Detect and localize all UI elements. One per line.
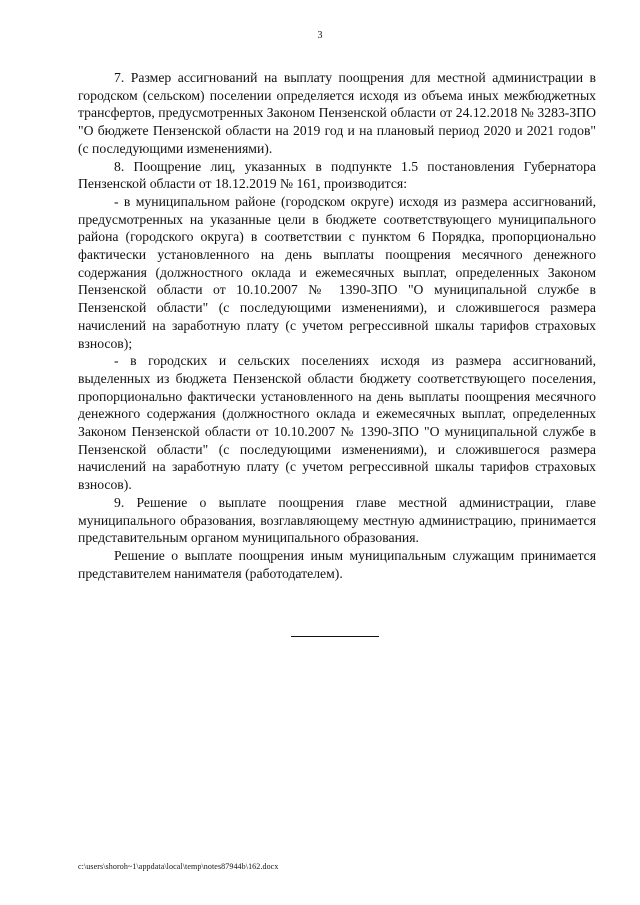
- paragraph-8: 8. Поощрение лиц, указанных в подпункте 1.5 постановления Губернатора Пензенской области от 18.12.2019 № 161, производится:: [78, 158, 596, 192]
- paragraph-8-item-municipal-district: - в муниципальном районе (городском округе) исходя из размера ассигнований, предусмотренных на указанные цели в бюджете соответствующего муниципального района (городского округа) в соответствии с пунктом 6 Порядка, пропорционально фактически установленного на день выплаты поощрения месячного денежного содержания (должностного оклада и ежемесячных выплат, определенных Законом Пензенской области от 10.10.2007 № 1390-ЗПО "О муниципальной службе в Пензенской области" (с последующими изменениями), и сложившегося размера начислений на заработную плату (с учетом регрессивной шкалы тарифов страховых взносов);: [78, 193, 596, 351]
- paragraph-9-continuation: Решение о выплате поощрения иным муниципальным служащим принимается представителем нанимателя (работодателем).: [78, 547, 596, 581]
- document-body: [78, 69, 596, 582]
- closing-separator-line: [291, 636, 379, 637]
- file-path-footer: c:\users\shoroh~1\appdata\local\temp\notes87944b\162.docx: [78, 862, 279, 871]
- paragraph-7: 7. Размер ассигнований на выплату поощрения для местной администрации в городском (сельском) поселении определяется исходя из объема иных межбюджетных трансфертов, предусмотренных Законом Пензенской области от 24.12.2018 № 3283-ЗПО "О бюджете Пензенской области на 2019 год и на плановый период 2020 и 2021 годов" (с последующими изменениями).: [78, 70, 596, 156]
- paragraph-8-item-settlements: - в городских и сельских поселениях исходя из размера ассигнований, выделенных из бюджета Пензенской области бюджету соответствующего поселения, пропорционально фактически установленного на день выплаты поощрения месячного денежного содержания (должностного оклада и ежемесячных выплат, определенных Законом Пензенской области от 10.10.2007 № 1390-ЗПО "О муниципальной службе в Пензенской области" (с последующими изменениями), и сложившегося размера начислений на заработную плату (с учетом регрессивной шкалы тарифов страховых взносов).: [78, 353, 596, 493]
- page-number: 3: [317, 30, 323, 41]
- paragraph-9: 9. Решение о выплате поощрения главе местной администрации, главе муниципального образования, возглавляющему местную администрацию, принимается представительным органом муниципального образования.: [78, 494, 596, 546]
